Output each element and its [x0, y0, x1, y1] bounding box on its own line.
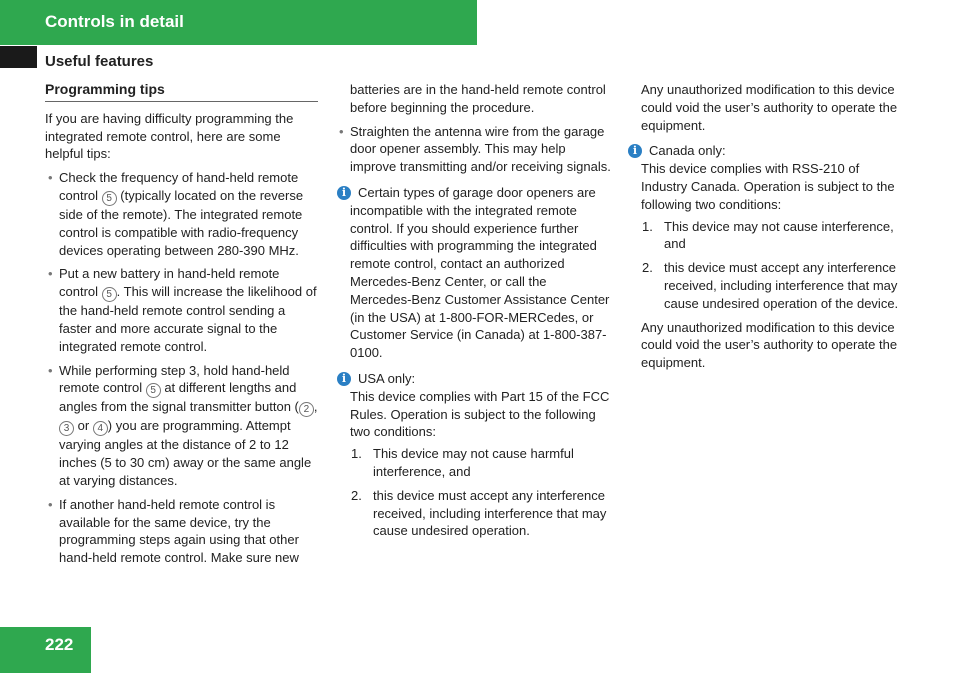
bullet-icon: •: [48, 266, 53, 282]
intro-paragraph: If you are having difficulty programming the integrated remote control, here are some helpful tips:: [45, 110, 294, 162]
tip-bullet: • Check the frequency of hand-held remote control 5 (typically located on the reverse side of the remote). The integrated remote control is compatible with radio-frequency devices operating between 280-390 MHz.: [48, 170, 304, 258]
bullet-icon: •: [48, 496, 53, 512]
tip-bullet: • Put a new battery in hand-held remote control 5 . This will increase the likelihood of the hand-held remote control sending a faster and more accurate signal to the integrated remote control.: [48, 266, 317, 354]
list-item: 2. this device must accept any interference received, including interference that may cause undesired operation.: [351, 487, 607, 539]
info-note-compatibility: i Certain types of garage door openers are incompatible with the integrated remote control. If you should experience further difficulties with programming the integrated remote control, contact an authorized Mercedes-Benz Center, or call the Mercedes-Benz Customer Assistance Center (in the USA) at 1-800-FOR-MERCedes, or Customer Service (in Canada) at 1-800-387-0100.: [336, 184, 611, 362]
page-number: 222: [45, 635, 74, 654]
bullet-icon: •: [48, 170, 53, 186]
callout-number-icon: 5: [146, 383, 161, 398]
canada-conditions-list: [641, 218, 906, 313]
chapter-title: Controls in detail: [45, 12, 184, 31]
list-item: 2. this device must accept any interference received, including interference that may cause undesired operation of the device.: [642, 260, 899, 311]
subheading-programming-tips: Programming tips: [45, 81, 318, 102]
list-item: 1. This device may not cause interference, and: [642, 218, 894, 252]
column-2: [336, 81, 611, 546]
tip-bullet: • While performing step 3, hold hand-held remote control 5 at different lengths and angles from the signal transmitter button ( 2 , 3 or 4 ) you are programming. Attempt varying angles at the distance of 2 to 12 inches (5 to 30 cm) away or the same angle at varying distances.: [48, 362, 318, 488]
tip-continuation: batteries are in the hand-held remote control before beginning the procedure.: [350, 82, 606, 115]
tip-bullet: • Straighten the antenna wire from the garage door opener assembly. This may help improve transmitting and/or receiving signals.: [339, 123, 611, 175]
modification-notice: Any unauthorized modification to this device could void the user’s authority to operate the equipment.: [641, 82, 898, 133]
usa-text: This device complies with Part 15 of the FCC Rules. Operation is subject to the following two conditions:: [350, 388, 610, 440]
callout-number-icon: 5: [102, 191, 117, 206]
bullet-icon: •: [339, 123, 344, 139]
info-icon: i: [337, 186, 351, 200]
canada-text: This device complies with RSS-210 of Industry Canada. Operation is subject to the following two conditions:: [641, 161, 895, 212]
modification-notice-2: Any unauthorized modification to this device could void the user’s authority to operate the equipment.: [641, 319, 898, 371]
section-marker: [0, 46, 37, 68]
info-note-canada: [628, 142, 906, 372]
callout-number-icon: 2: [299, 402, 314, 417]
callout-number-icon: 3: [59, 421, 74, 436]
usa-conditions-list: [350, 445, 611, 540]
column-3: [628, 81, 906, 378]
tip-bullet: • If another hand-held remote control is available for the same device, try the programming steps again using that other hand-held remote control. Make sure new: [48, 496, 299, 566]
usa-label: USA only:: [358, 370, 416, 386]
list-item: 1. This device may not cause harmful interference, and: [351, 446, 574, 479]
info-icon: i: [628, 144, 642, 158]
callout-number-icon: 4: [93, 421, 108, 436]
callout-number-icon: 5: [102, 287, 117, 302]
section-title: Useful features: [45, 53, 154, 70]
bullet-icon: •: [48, 362, 53, 378]
column-1: [45, 81, 318, 573]
info-icon: i: [337, 372, 351, 386]
canada-label: Canada only:: [649, 143, 726, 159]
info-note-usa: [336, 370, 611, 540]
